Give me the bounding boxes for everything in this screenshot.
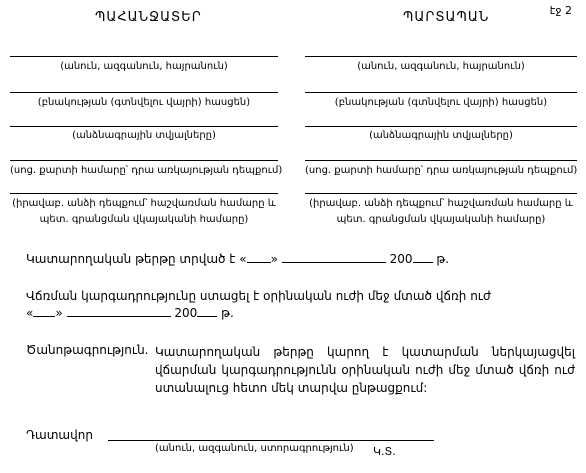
page-number: էջ 2 xyxy=(549,4,572,17)
debtor-legal-caption-1: (իրավաբ. անձի դեպքում՝ հաշվառման համարը և xyxy=(309,198,573,209)
debtor-social-line xyxy=(305,160,577,161)
effective-line-1: Վճռման կարգադրությունը ստացել է օրինական ուժի մեջ մտած վճռի ուժ xyxy=(26,289,491,303)
effective-year-blank xyxy=(197,316,217,317)
issued-month-blank xyxy=(282,262,386,263)
claimant-id-line xyxy=(10,126,278,127)
issued-prefix: Կատարողական թերթը տրված է « xyxy=(26,252,247,266)
judge-label: Դատավոր xyxy=(26,428,93,442)
debtor-social-caption: (սոց. քարտի համարը՝ դրա առկայության դեպքում) xyxy=(305,165,578,176)
issued-day-blank xyxy=(247,262,271,263)
claimant-legal-caption-2: պետ. գրանցման վկայականի համարը) xyxy=(39,214,249,225)
claimant-id-caption: (անձնագրային տվյալները) xyxy=(72,130,216,141)
effective-suffix: թ. xyxy=(221,306,234,320)
issued-mid: » xyxy=(270,252,278,266)
claimant-residence-line xyxy=(10,92,278,93)
debtor-residence-caption: (բնակության (գտնվելու վայրի) հասցեն) xyxy=(334,97,548,108)
note-label: Ծանոթագրություն. xyxy=(26,343,149,357)
issued-year-blank xyxy=(413,262,433,263)
debtor-id-caption: (անձնագրային տվյալները) xyxy=(369,130,513,141)
debtor-legal-caption xyxy=(305,196,577,228)
stamp-label: Կ.Տ. xyxy=(373,445,396,458)
debtor-id-line xyxy=(305,126,577,127)
effective-open: « xyxy=(26,306,34,320)
issued-year-prefix: 200 xyxy=(389,252,413,266)
effective-day-blank xyxy=(33,316,55,317)
claimant-social-line xyxy=(10,160,278,161)
effective-mid: » xyxy=(55,306,63,320)
debtor-legal-line xyxy=(305,193,577,194)
judge-signature-line xyxy=(108,440,434,441)
claimant-social-caption: (սոց. քարտի համարը՝ դրա առկայության դեպքում) xyxy=(10,165,283,176)
effective-date-line xyxy=(26,306,234,320)
debtor-name-caption: (անուն, ազգանուն, հայրանուն) xyxy=(357,61,525,72)
effective-month-blank xyxy=(67,316,171,317)
debtor-name-line xyxy=(305,56,577,57)
claimant-residence-caption: (բնակության (գտնվելու վայրի) հասցեն) xyxy=(37,97,251,108)
claimant-legal-caption xyxy=(10,196,278,228)
debtor-legal-caption-2: պետ. գրանցման վկայականի համարը) xyxy=(336,214,546,225)
claimant-legal-line xyxy=(10,193,278,194)
issued-date-line xyxy=(26,252,449,266)
claimant-legal-caption-1: (իրավաբ. անձի դեպքում՝ հաշվառման համարը և xyxy=(12,198,276,209)
claimant-name-line xyxy=(10,56,278,57)
issued-suffix: թ. xyxy=(436,252,450,266)
claimant-name-caption: (անուն, ազգանուն, հայրանուն) xyxy=(60,61,228,72)
debtor-title: ՊԱՐՏԱՊԱՆ xyxy=(403,10,490,25)
effective-year-prefix: 200 xyxy=(174,306,198,320)
judge-signature-caption: (անուն, ազգանուն, ստորագրություն) xyxy=(155,443,354,454)
claimant-title: ՊԱՀԱՆՋԱՏԵՐ xyxy=(95,10,202,25)
debtor-residence-line xyxy=(305,92,577,93)
note-text: Կատարողական թերթը կարող է կատարման ներկայացվել վճարման կարգադրությունն օրինական ուժի մեջ մտած վճռի ուժ ստանալուց հետո մեկ տարվա ընթացքում: xyxy=(155,345,575,395)
